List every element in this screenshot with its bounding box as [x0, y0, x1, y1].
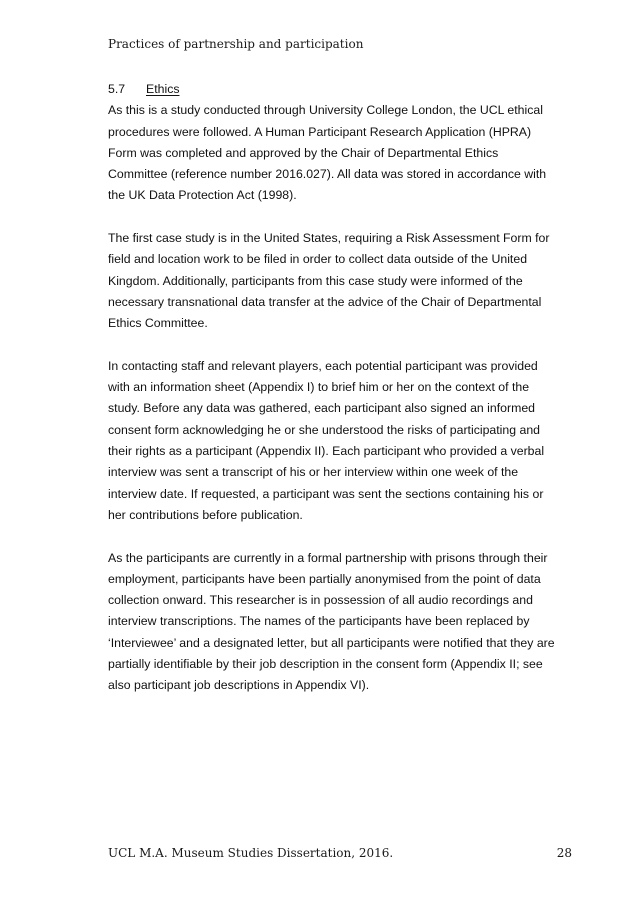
text-line: Ethics Committee.	[108, 316, 208, 331]
paragraph-3	[108, 356, 573, 526]
text-line: the UK Data Protection Act (1998).	[108, 188, 297, 203]
text-line: partially identifiable by their job description in the consent form (Appendix II; see	[108, 657, 543, 672]
text-line: Committee (reference number 2016.027). All data was stored in accordance with	[108, 167, 547, 182]
text-line: As this is a study conducted through University College London, the UCL ethical	[108, 103, 543, 118]
paragraph-4	[108, 548, 573, 697]
paragraph-2	[108, 228, 573, 334]
text-line: study. Before any data was gathered, each participant also signed an informed	[108, 401, 536, 416]
page-number: 28	[556, 846, 572, 860]
running-header: Practices of partnership and participation	[108, 37, 364, 51]
text-line: her contributions before publication.	[108, 507, 303, 522]
text-line: Form was completed and approved by the Chair of Departmental Ethics	[108, 145, 499, 160]
section-number-underline	[108, 82, 146, 96]
text-line: collection onward. This researcher is in possession of all audio recordings and	[108, 593, 533, 608]
text-line: necessary transnational data transfer at the advice of the Chair of Departmental	[108, 294, 542, 309]
section-title: Ethics	[146, 82, 180, 96]
text-line: ‘Interviewee’ and a designated letter, but all participants were notified that they are	[108, 635, 555, 650]
text-line: As the participants are currently in a formal partnership with prisons through their	[108, 550, 548, 565]
text-line: their rights as a participant (Appendix II). Each participant who provided a verbal	[108, 444, 545, 459]
paragraph-1	[108, 100, 573, 206]
page-content	[108, 79, 573, 718]
text-line: with an information sheet (Appendix I) to brief him or her on the context of the	[108, 380, 530, 395]
text-line: also participant job descriptions in Appendix VI).	[108, 678, 370, 693]
text-line: procedures were followed. A Human Participant Research Application (HPRA)	[108, 124, 532, 139]
text-line: Kingdom. Additionally, participants from this case study were informed of the	[108, 273, 523, 288]
running-footer: UCL M.A. Museum Studies Dissertation, 2016.	[108, 846, 394, 860]
section-number: 5.7	[108, 82, 126, 96]
text-line: interview transcriptions. The names of the participants have been replaced by	[108, 614, 530, 629]
text-line: interview was sent a transcript of his or her interview within one week of the	[108, 465, 519, 480]
section-heading	[108, 79, 573, 100]
text-line: In contacting staff and relevant players, each potential participant was provided	[108, 358, 538, 373]
text-line: consent form acknowledging he or she understood the risks of participating and	[108, 422, 541, 437]
text-line: employment, participants have been partially anonymised from the point of data	[108, 571, 541, 586]
text-line: interview date. If requested, a participant was sent the sections containing his or	[108, 486, 544, 501]
text-line: The first case study is in the United States, requiring a Risk Assessment Form for	[108, 231, 550, 246]
text-line: field and location work to be filed in order to collect data outside of the United	[108, 252, 528, 267]
